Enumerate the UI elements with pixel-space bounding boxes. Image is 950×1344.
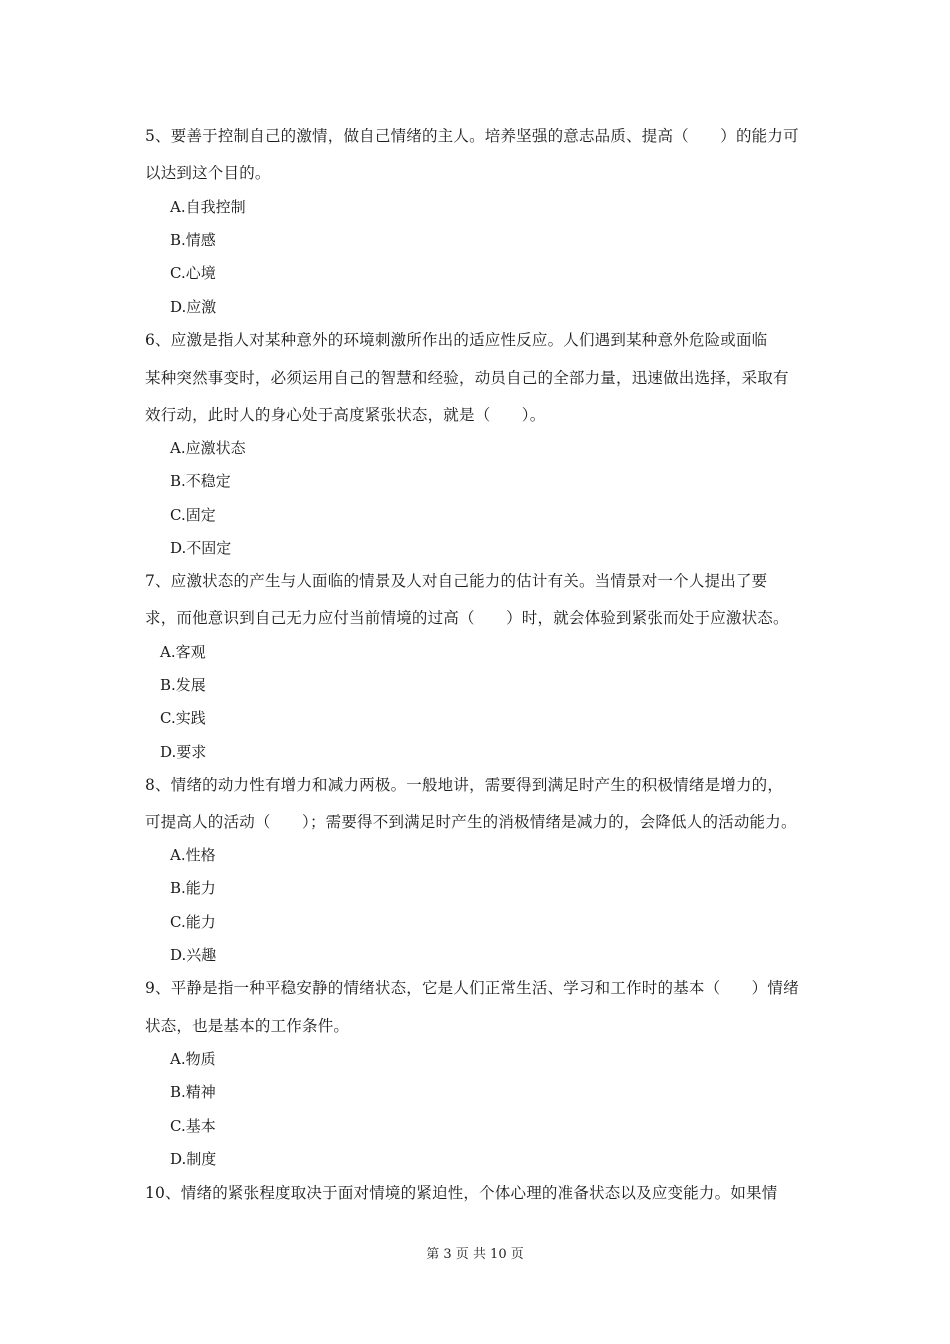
question-8-line-1: 8、情绪的动力性有增力和减力两极。一般地讲，需要得到满足时产生的积极情绪是增力的， bbox=[145, 776, 784, 794]
question-9-option-b: B.精神 bbox=[170, 1083, 216, 1101]
question-6-line-2: 某种突然事变时，必须运用自己的智慧和经验，动员自己的全部力量，迅速做出选择，采取有 bbox=[145, 369, 789, 387]
question-8-option-b: B.能力 bbox=[170, 879, 216, 897]
question-6-option-b: B.不稳定 bbox=[170, 472, 231, 490]
question-5-option-c: C.心境 bbox=[170, 264, 216, 282]
question-8-line-2: 可提高人的活动（ ）；需要得不到满足时产生的消极情绪是减力的，会降低人的活动能力。 bbox=[145, 813, 797, 831]
question-6-option-a: A.应激状态 bbox=[170, 439, 246, 457]
question-6-line-3: 效行动，此时人的身心处于高度紧张状态，就是（ ）。 bbox=[145, 406, 546, 424]
question-7-line-1: 7、应激状态的产生与人面临的情景及人对自己能力的估计有关。当情景对一个人提出了要 bbox=[145, 572, 768, 590]
question-7-option-c: C.实践 bbox=[160, 709, 206, 727]
question-9-line-1: 9、平静是指一种平稳安静的情绪状态，它是人们正常生活、学习和工作时的基本（ ）情绪 bbox=[145, 979, 799, 997]
question-8-option-d: D.兴趣 bbox=[170, 946, 217, 964]
question-6-line-1: 6、应激是指人对某种意外的环境刺激所作出的适应性反应。人们遇到某种意外危险或面临 bbox=[145, 331, 768, 349]
question-5-option-b: B.情感 bbox=[170, 231, 216, 249]
question-10-line-1: 10、情绪的紧张程度取决于面对情境的紧迫性，个体心理的准备状态以及应变能力。如果情 bbox=[145, 1184, 778, 1202]
question-7-option-b: B.发展 bbox=[160, 676, 206, 694]
question-8-option-c: C.能力 bbox=[170, 913, 216, 931]
question-5-option-a: A.自我控制 bbox=[170, 198, 246, 216]
question-7-option-d: D.要求 bbox=[160, 743, 207, 761]
question-5-line-1: 5、要善于控制自己的激情，做自己情绪的主人。培养坚强的意志品质、提高（ ）的能力可 bbox=[145, 127, 799, 145]
question-7-option-a: A.客观 bbox=[160, 643, 206, 661]
question-5-option-d: D.应激 bbox=[170, 298, 217, 316]
question-9-option-d: D.制度 bbox=[170, 1150, 217, 1168]
page-number-footer: 第 3 页 共 10 页 bbox=[426, 1247, 524, 1262]
question-8-option-a: A.性格 bbox=[170, 846, 216, 864]
question-6-option-c: C.固定 bbox=[170, 506, 216, 524]
question-9-line-2: 状态，也是基本的工作条件。 bbox=[145, 1017, 350, 1035]
question-7-line-2: 求，而他意识到自己无力应付当前情境的过高（ ）时，就会体验到紧张而处于应激状态。 bbox=[145, 609, 789, 627]
question-6-option-d: D.不固定 bbox=[170, 539, 232, 557]
question-9-option-a: A.物质 bbox=[170, 1050, 216, 1068]
question-5-line-2: 以达到这个目的。 bbox=[145, 164, 271, 182]
question-9-option-c: C.基本 bbox=[170, 1117, 216, 1135]
